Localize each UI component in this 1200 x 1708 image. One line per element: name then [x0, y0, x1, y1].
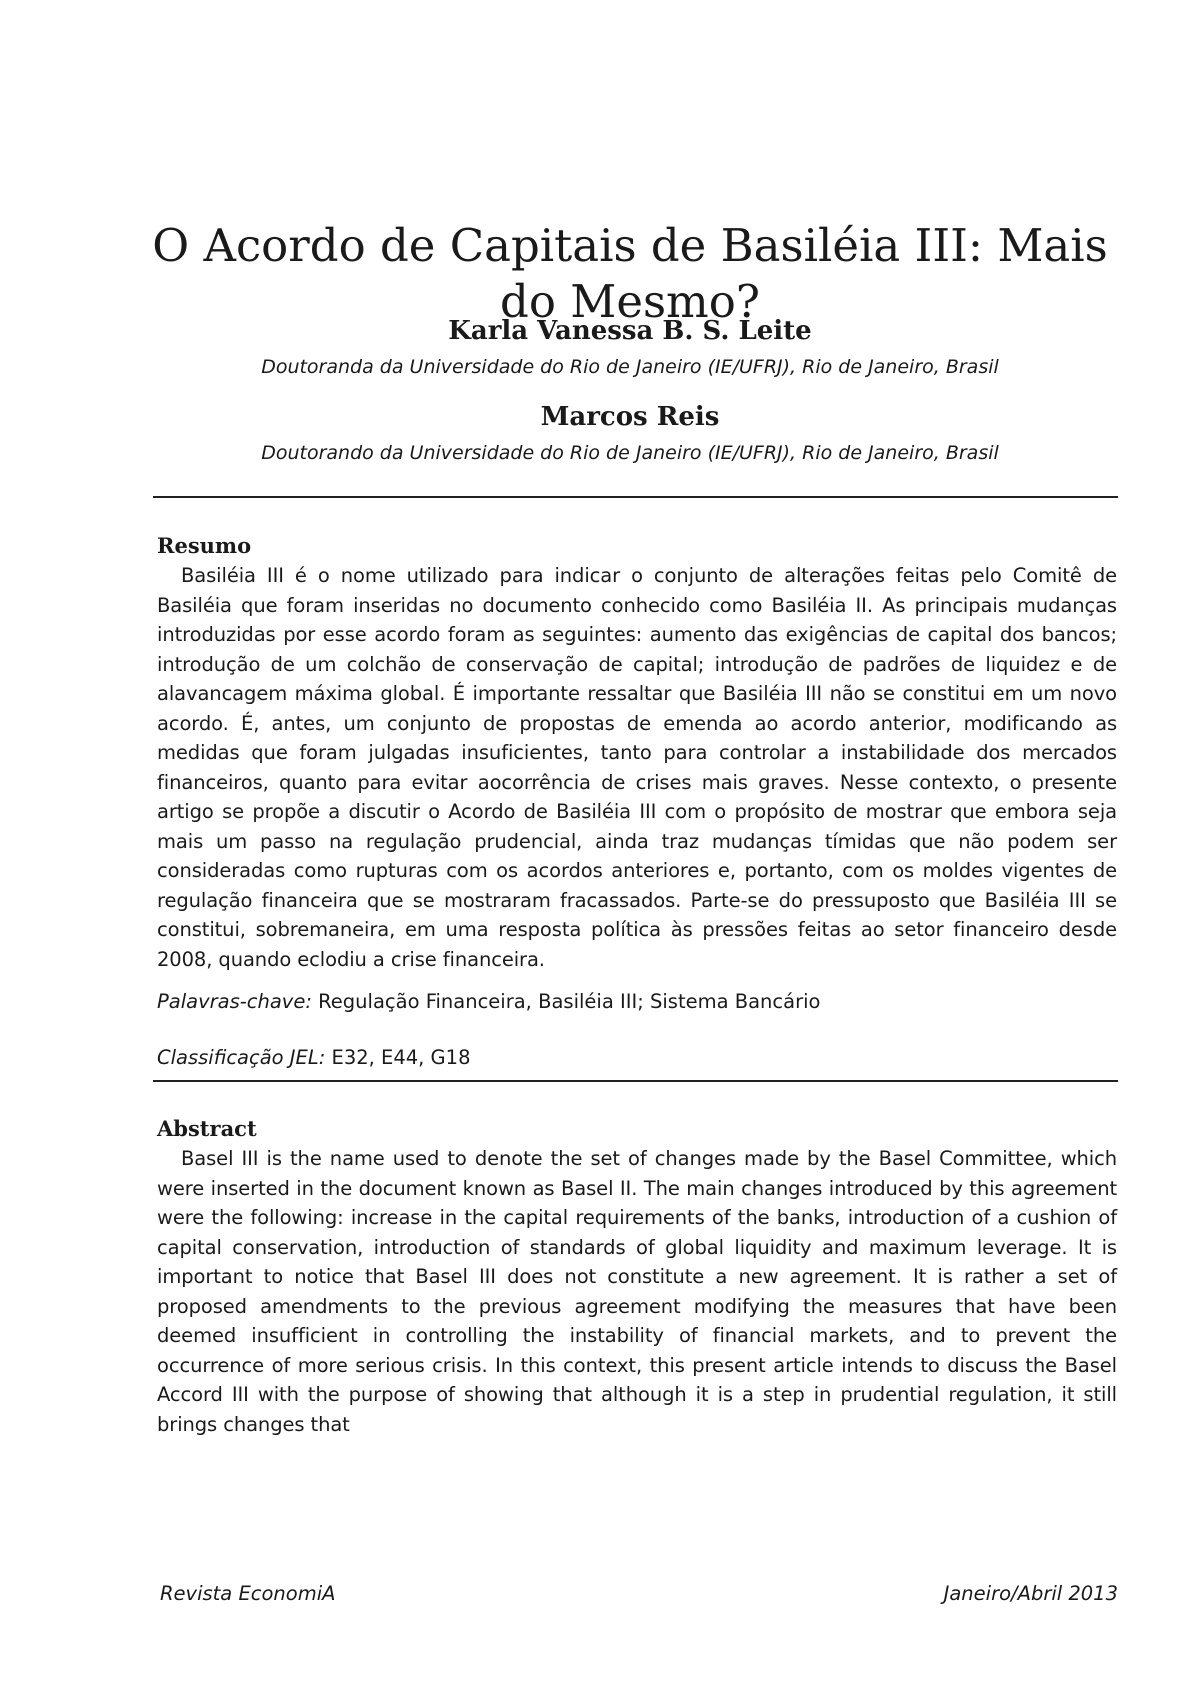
abstract-heading: Abstract — [157, 1116, 257, 1141]
keywords-label: Palavras-chave: — [157, 990, 312, 1013]
author-name-1: Karla Vanessa B. S. Leite — [448, 316, 812, 346]
divider-top — [153, 496, 1118, 498]
author-affiliation-2: Doutorando da Universidade do Rio de Janeiro (IE/UFRJ), Rio de Janeiro, Brasil — [261, 442, 999, 464]
jel-line — [157, 1046, 471, 1069]
resumo-heading: Resumo — [157, 533, 252, 558]
keywords-line — [157, 990, 820, 1013]
keywords-value: Regulação Financeira, Basiléia III; Sistema Bancário — [318, 990, 821, 1013]
footer-journal: Revista EconomiA — [160, 1582, 336, 1605]
author-affiliation-1: Doutoranda da Universidade do Rio de Janeiro (IE/UFRJ), Rio de Janeiro, Brasil — [261, 356, 999, 378]
abstract-text: Basel III is the name used to denote the set of changes made by the Basel Committee, which were inserted in the document known as Basel II. The main changes introduced by this agreement were the following: increase in the capital requirements of the banks, introduction of a cushion of capital conservation, introduction of standards of global liquidity and maximum leverage. It is important to notice that Basel III does not constitute a new agreement. It is rather a set of proposed amendments to the previous agreement modifying the measures that have been deemed insufficient in controlling the instability of financial markets, and to prevent the occurrence of more serious crisis. In this context, this present article intends to discuss the Basel Accord III with the purpose of showing that although it is a step in prudential regulation, it still brings changes that — [157, 1147, 1117, 1436]
footer-date: Janeiro/Abril 2013 — [943, 1582, 1118, 1605]
jel-value: E32, E44, G18 — [331, 1046, 471, 1069]
divider-bottom — [153, 1080, 1118, 1082]
resumo-text: Basiléia III é o nome utilizado para indicar o conjunto de alterações feitas pelo Comitê de Basiléia que foram inseridas no documento conhecido como Basiléia II. As principais mudanças introduzidas por esse acordo foram as seguintes: aumento das exigências de capital dos bancos; introdução de um colchão de conservação de capital; introdução de padrões de liquidez e de alavancagem máxima global. É importante ressaltar que Basiléia III não se constitui em um novo acordo. É, antes, um conjunto de propostas de emenda ao acordo anterior, modificando as medidas que foram julgadas insuficientes, tanto para controlar a instabilidade dos mercados financeiros, quanto para evitar aocorrência de crises mais graves. Nesse contexto, o presente artigo se propõe a discutir o Acordo de Basiléia III com o propósito de mostrar que embora seja mais um passo na regulação prudencial, ainda traz mudanças tímidas que não podem ser consideradas como rupturas com os acordos anteriores e, portanto, com os moldes vigentes de regulação financeira que se mostraram fracassados. Parte-se do pressuposto que Basiléia III se constitui, sobremaneira, em uma resposta política às pressões feitas ao setor financeiro desde 2008, quando eclodiu a crise financeira. — [157, 564, 1117, 971]
author-name-2: Marcos Reis — [540, 402, 720, 432]
paper-title: O Acordo de Capitais de Basiléia III: Mais do Mesmo? — [152, 219, 1108, 328]
jel-label: Classificação JEL: — [157, 1046, 326, 1069]
